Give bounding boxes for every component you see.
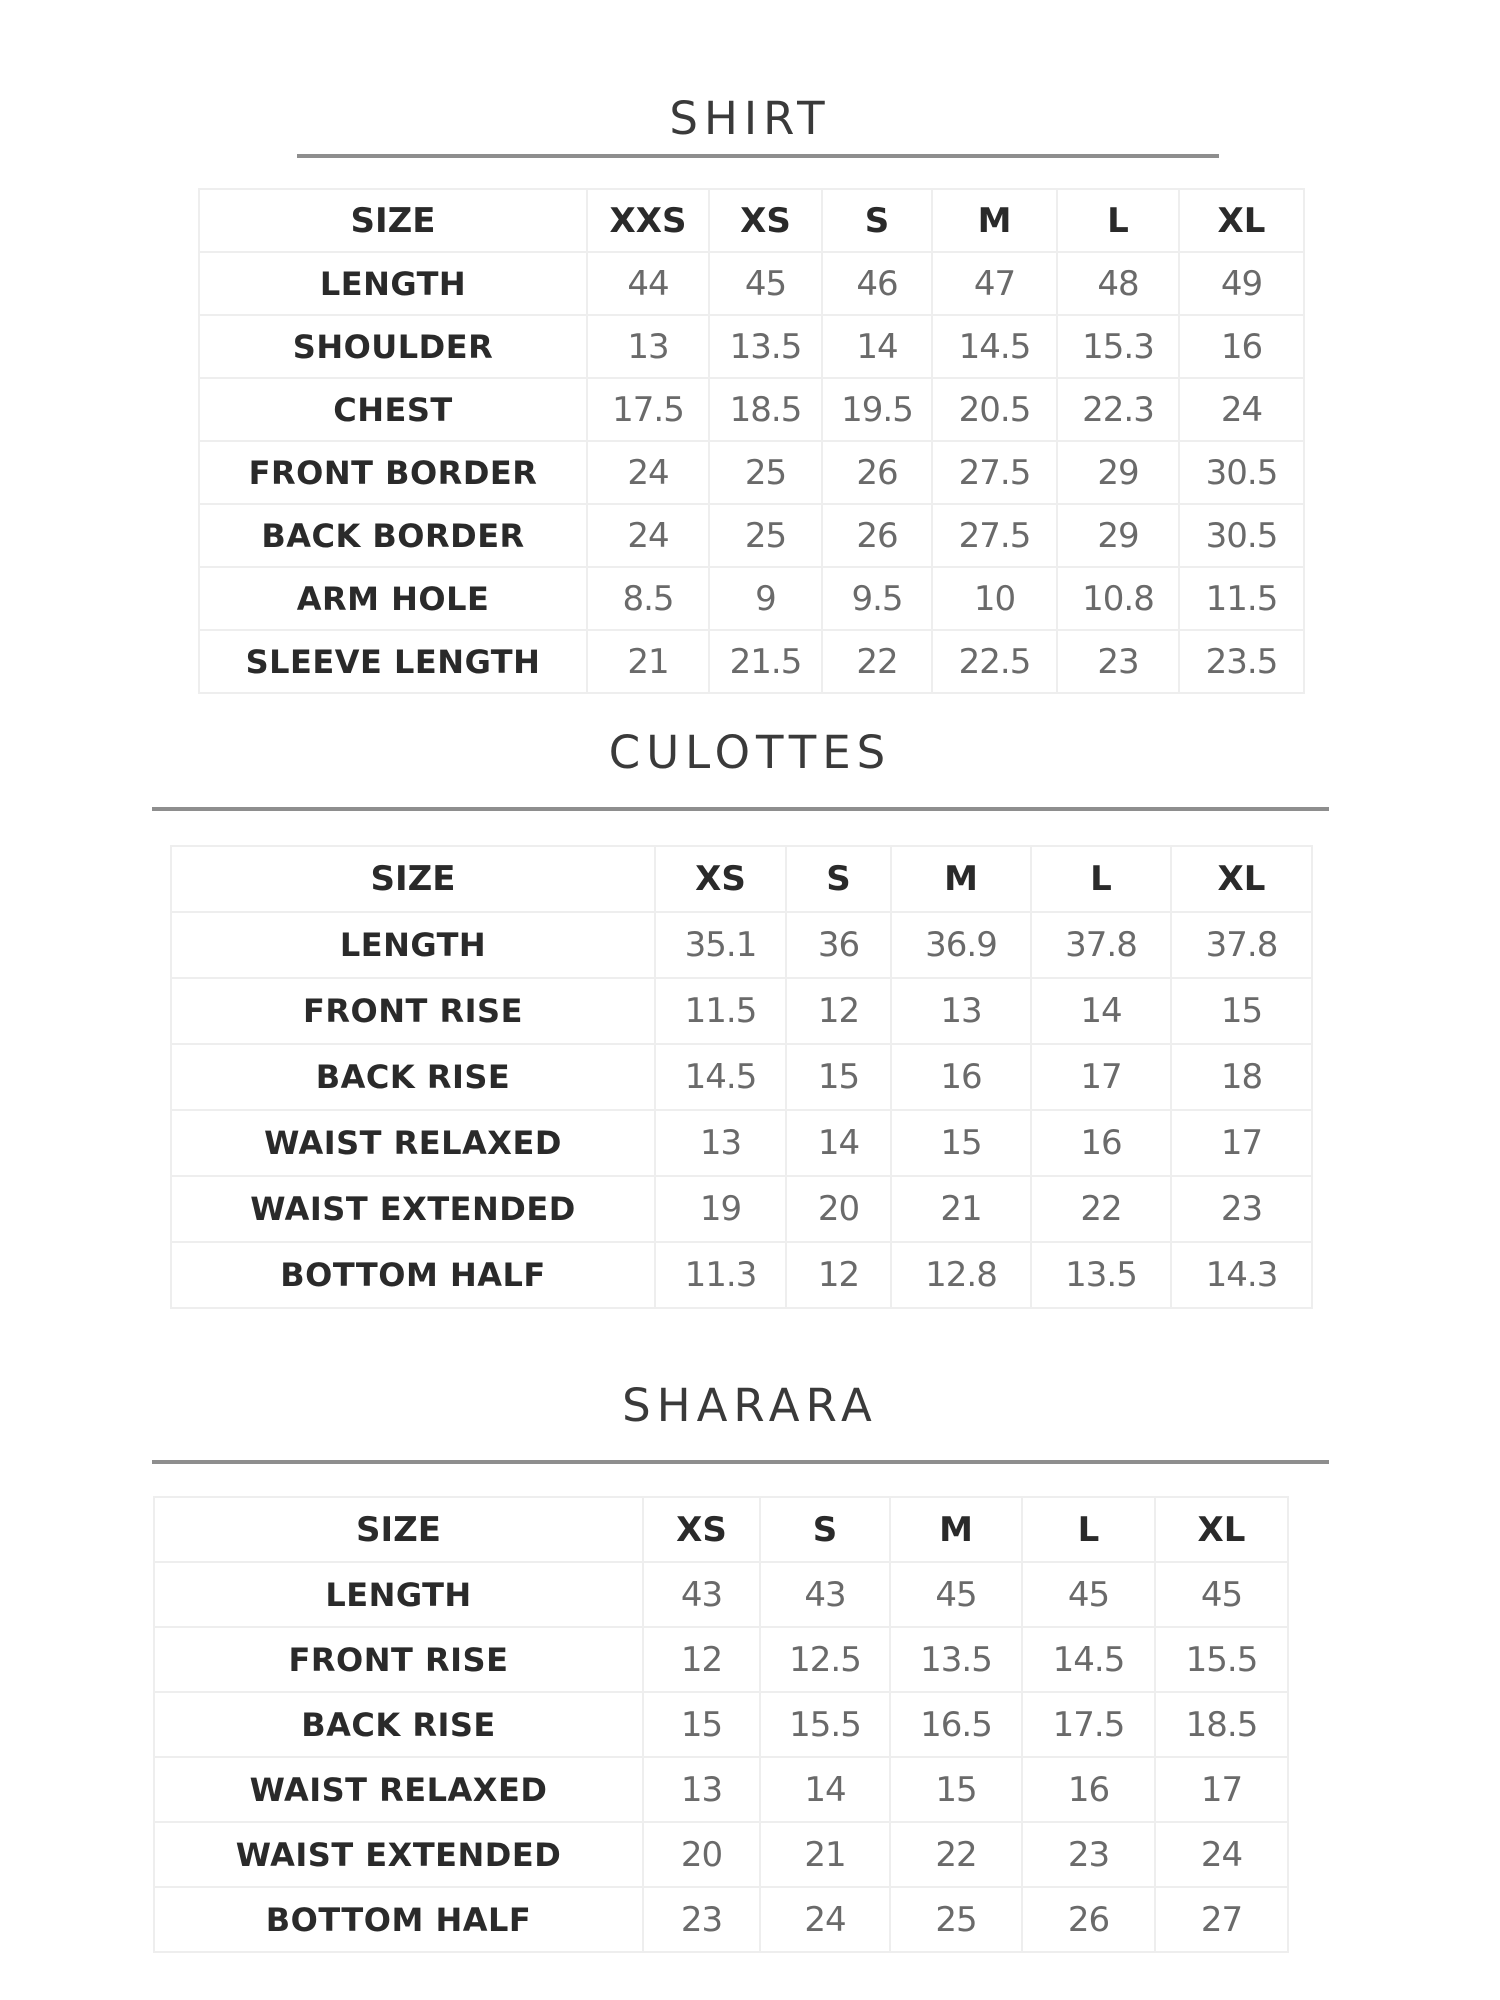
row-label: LENGTH — [171, 912, 655, 978]
value-cell: 9.5 — [822, 567, 932, 630]
value-cell: 8.5 — [587, 567, 709, 630]
value-cell: 15 — [1171, 978, 1312, 1044]
value-cell: 20.5 — [932, 378, 1057, 441]
value-cell: 20 — [786, 1176, 891, 1242]
table-header-row — [171, 846, 1312, 912]
header-cell: SIZE — [171, 846, 655, 912]
culottes-size-table — [170, 845, 1313, 1309]
row-label: WAIST RELAXED — [171, 1110, 655, 1176]
header-cell: SIZE — [154, 1497, 643, 1562]
value-cell: 36.9 — [891, 912, 1031, 978]
value-cell: 23 — [1171, 1176, 1312, 1242]
value-cell: 21 — [760, 1822, 890, 1887]
value-cell: 10 — [932, 567, 1057, 630]
table-header-row — [199, 189, 1304, 252]
row-label: ARM HOLE — [199, 567, 587, 630]
value-cell: 16 — [1179, 315, 1304, 378]
row-label: FRONT RISE — [154, 1627, 643, 1692]
value-cell: 19.5 — [822, 378, 932, 441]
value-cell: 23 — [1022, 1822, 1155, 1887]
value-cell: 27.5 — [932, 441, 1057, 504]
value-cell: 37.8 — [1171, 912, 1312, 978]
value-cell: 22 — [1031, 1176, 1171, 1242]
table-row — [154, 1562, 1288, 1627]
sharara-title: SHARARA — [622, 1379, 878, 1432]
header-cell: XL — [1171, 846, 1312, 912]
value-cell: 21 — [587, 630, 709, 693]
value-cell: 13 — [643, 1757, 760, 1822]
table-row — [199, 630, 1304, 693]
value-cell: 13 — [587, 315, 709, 378]
row-label: BACK RISE — [171, 1044, 655, 1110]
table-row — [171, 1110, 1312, 1176]
value-cell: 12 — [643, 1627, 760, 1692]
value-cell: 13.5 — [709, 315, 822, 378]
header-cell: L — [1057, 189, 1179, 252]
value-cell: 43 — [760, 1562, 890, 1627]
value-cell: 22 — [890, 1822, 1022, 1887]
header-cell: S — [822, 189, 932, 252]
shirt-size-table — [198, 188, 1305, 694]
table-row — [154, 1757, 1288, 1822]
value-cell: 35.1 — [655, 912, 786, 978]
value-cell: 18.5 — [1155, 1692, 1288, 1757]
value-cell: 13 — [655, 1110, 786, 1176]
value-cell: 24 — [587, 441, 709, 504]
header-cell: XXS — [587, 189, 709, 252]
table-row — [171, 1044, 1312, 1110]
table-row — [171, 1176, 1312, 1242]
value-cell: 11.3 — [655, 1242, 786, 1308]
row-label: LENGTH — [199, 252, 587, 315]
culottes-section — [0, 720, 1500, 1340]
value-cell: 14 — [760, 1757, 890, 1822]
value-cell: 15.5 — [760, 1692, 890, 1757]
value-cell: 25 — [709, 504, 822, 567]
table-row — [154, 1627, 1288, 1692]
value-cell: 17 — [1031, 1044, 1171, 1110]
value-cell: 21.5 — [709, 630, 822, 693]
header-cell: L — [1031, 846, 1171, 912]
value-cell: 22 — [822, 630, 932, 693]
table-row — [154, 1692, 1288, 1757]
value-cell: 20 — [643, 1822, 760, 1887]
value-cell: 16 — [891, 1044, 1031, 1110]
value-cell: 30.5 — [1179, 441, 1304, 504]
table-row — [199, 378, 1304, 441]
value-cell: 24 — [1179, 378, 1304, 441]
value-cell: 27.5 — [932, 504, 1057, 567]
value-cell: 26 — [1022, 1887, 1155, 1952]
value-cell: 14 — [786, 1110, 891, 1176]
value-cell: 23 — [643, 1887, 760, 1952]
value-cell: 23.5 — [1179, 630, 1304, 693]
sharara-section — [0, 1380, 1500, 1980]
value-cell: 25 — [709, 441, 822, 504]
value-cell: 13.5 — [890, 1627, 1022, 1692]
value-cell: 14.5 — [1022, 1627, 1155, 1692]
value-cell: 47 — [932, 252, 1057, 315]
row-label: SLEEVE LENGTH — [199, 630, 587, 693]
row-label: SHOULDER — [199, 315, 587, 378]
row-label: BACK RISE — [154, 1692, 643, 1757]
value-cell: 36 — [786, 912, 891, 978]
value-cell: 14 — [1031, 978, 1171, 1044]
value-cell: 15.5 — [1155, 1627, 1288, 1692]
header-cell: L — [1022, 1497, 1155, 1562]
value-cell: 24 — [587, 504, 709, 567]
value-cell: 45 — [709, 252, 822, 315]
row-label: WAIST RELAXED — [154, 1757, 643, 1822]
value-cell: 45 — [890, 1562, 1022, 1627]
table-row — [154, 1887, 1288, 1952]
value-cell: 37.8 — [1031, 912, 1171, 978]
value-cell: 17.5 — [1022, 1692, 1155, 1757]
value-cell: 25 — [890, 1887, 1022, 1952]
header-cell: S — [760, 1497, 890, 1562]
value-cell: 45 — [1022, 1562, 1155, 1627]
value-cell: 9 — [709, 567, 822, 630]
table-header-row — [154, 1497, 1288, 1562]
table-row — [199, 315, 1304, 378]
table-row — [171, 912, 1312, 978]
header-cell: XS — [655, 846, 786, 912]
value-cell: 26 — [822, 441, 932, 504]
header-cell: M — [891, 846, 1031, 912]
row-label: LENGTH — [154, 1562, 643, 1627]
header-cell: M — [890, 1497, 1022, 1562]
table-row — [199, 504, 1304, 567]
header-cell: XL — [1155, 1497, 1288, 1562]
table-row — [171, 978, 1312, 1044]
value-cell: 10.8 — [1057, 567, 1179, 630]
value-cell: 14.5 — [932, 315, 1057, 378]
value-cell: 14.3 — [1171, 1242, 1312, 1308]
value-cell: 21 — [891, 1176, 1031, 1242]
value-cell: 27 — [1155, 1887, 1288, 1952]
row-label: FRONT RISE — [171, 978, 655, 1044]
header-cell: XS — [709, 189, 822, 252]
culottes-title: CULOTTES — [608, 726, 892, 779]
shirt-section — [0, 0, 1500, 720]
value-cell: 19 — [655, 1176, 786, 1242]
value-cell: 23 — [1057, 630, 1179, 693]
value-cell: 43 — [643, 1562, 760, 1627]
value-cell: 16 — [1022, 1757, 1155, 1822]
value-cell: 24 — [760, 1887, 890, 1952]
table-row — [171, 1242, 1312, 1308]
table-row — [199, 567, 1304, 630]
value-cell: 45 — [1155, 1562, 1288, 1627]
value-cell: 29 — [1057, 441, 1179, 504]
value-cell: 26 — [822, 504, 932, 567]
value-cell: 15 — [891, 1110, 1031, 1176]
row-label: WAIST EXTENDED — [171, 1176, 655, 1242]
value-cell: 16.5 — [890, 1692, 1022, 1757]
value-cell: 29 — [1057, 504, 1179, 567]
value-cell: 22.3 — [1057, 378, 1179, 441]
value-cell: 12.8 — [891, 1242, 1031, 1308]
row-label: WAIST EXTENDED — [154, 1822, 643, 1887]
value-cell: 15 — [890, 1757, 1022, 1822]
value-cell: 30.5 — [1179, 504, 1304, 567]
row-label: CHEST — [199, 378, 587, 441]
value-cell: 46 — [822, 252, 932, 315]
value-cell: 14 — [822, 315, 932, 378]
value-cell: 17 — [1171, 1110, 1312, 1176]
header-cell: SIZE — [199, 189, 587, 252]
sharara-divider — [152, 1460, 1329, 1464]
header-cell: XL — [1179, 189, 1304, 252]
value-cell: 15 — [786, 1044, 891, 1110]
value-cell: 18.5 — [709, 378, 822, 441]
value-cell: 12 — [786, 1242, 891, 1308]
value-cell: 14.5 — [655, 1044, 786, 1110]
value-cell: 44 — [587, 252, 709, 315]
row-label: BOTTOM HALF — [171, 1242, 655, 1308]
shirt-divider — [297, 154, 1219, 158]
value-cell: 18 — [1171, 1044, 1312, 1110]
culottes-divider — [152, 807, 1329, 811]
value-cell: 17.5 — [587, 378, 709, 441]
header-cell: M — [932, 189, 1057, 252]
value-cell: 49 — [1179, 252, 1304, 315]
value-cell: 48 — [1057, 252, 1179, 315]
value-cell: 13.5 — [1031, 1242, 1171, 1308]
value-cell: 15 — [643, 1692, 760, 1757]
value-cell: 15.3 — [1057, 315, 1179, 378]
value-cell: 11.5 — [655, 978, 786, 1044]
header-cell: S — [786, 846, 891, 912]
header-cell: XS — [643, 1497, 760, 1562]
value-cell: 13 — [891, 978, 1031, 1044]
row-label: BOTTOM HALF — [154, 1887, 643, 1952]
value-cell: 24 — [1155, 1822, 1288, 1887]
table-row — [199, 252, 1304, 315]
value-cell: 17 — [1155, 1757, 1288, 1822]
value-cell: 12 — [786, 978, 891, 1044]
row-label: FRONT BORDER — [199, 441, 587, 504]
table-row — [154, 1822, 1288, 1887]
shirt-title: SHIRT — [669, 92, 831, 145]
value-cell: 12.5 — [760, 1627, 890, 1692]
value-cell: 16 — [1031, 1110, 1171, 1176]
row-label: BACK BORDER — [199, 504, 587, 567]
value-cell: 22.5 — [932, 630, 1057, 693]
table-row — [199, 441, 1304, 504]
value-cell: 11.5 — [1179, 567, 1304, 630]
sharara-size-table — [153, 1496, 1289, 1953]
